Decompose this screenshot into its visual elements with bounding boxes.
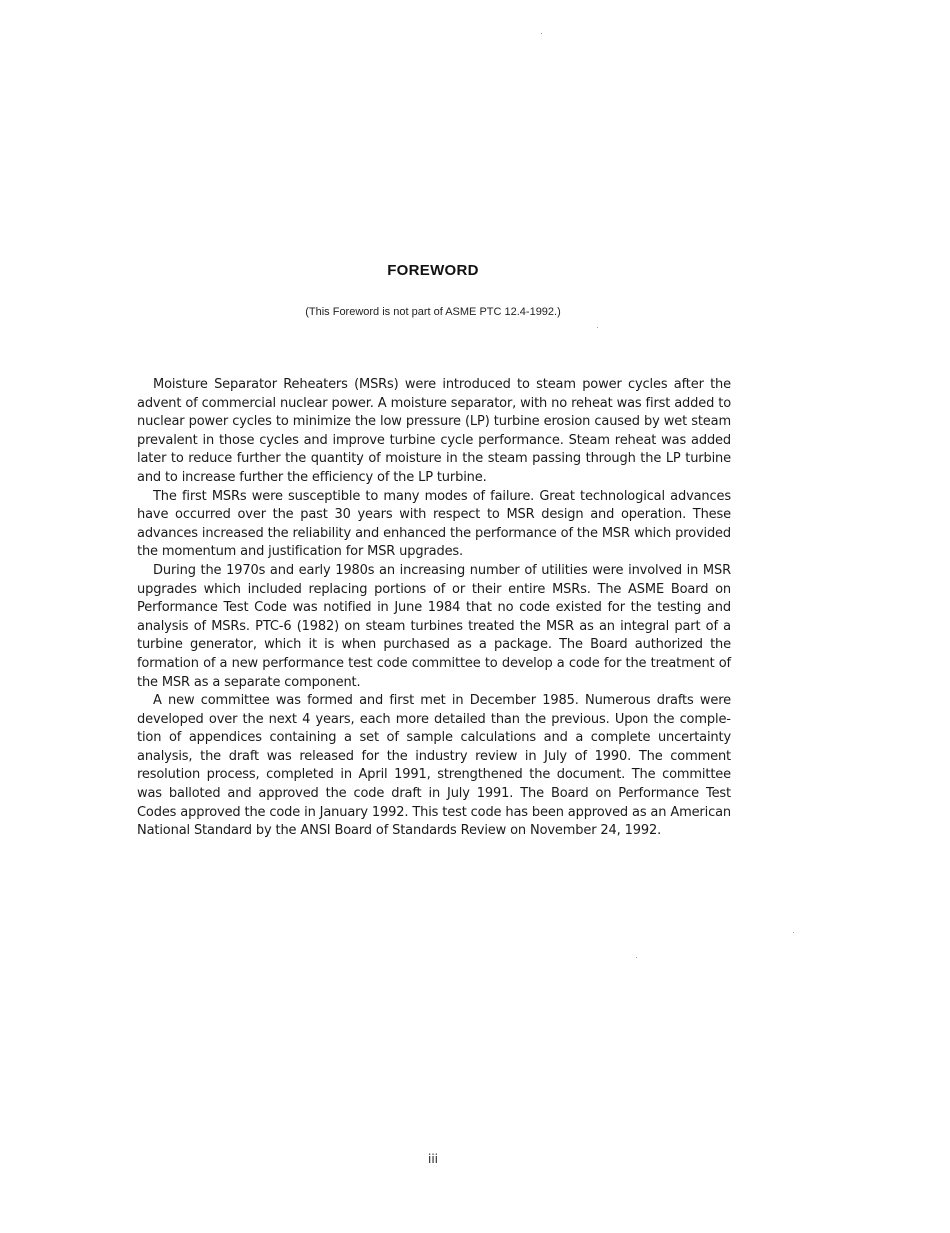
paragraph-3: During the 1970s and early 1980s an increasing number of utilities were involved in MSR upgrades which included replacing portions of or their entire MSRs. The ASME Board on Performance Test Code was notified in June 1984 that no code existed for the testing and analysis of MSRs. PTC-6 (1982) on steam turbines treated the MSR as an integral part of a turbine generator, which it is when purchased as a package. The Board authorized the formation of a new performance test code committee to develop a code for the treatment of the MSR as a separate component. xyxy=(137,562,731,690)
scan-speck xyxy=(636,957,637,958)
page-subtitle: (This Foreword is not part of ASME PTC 12.4-1992.) xyxy=(305,306,561,318)
paragraph-1: Moisture Separator Reheaters (MSRs) were introduced to steam power cycles after the advent of commercial nuclear power. A moisture separator, with no reheat was first added to nuclear power cycles to minimize the low pressure (LP) turbine erosion caused by wet steam prevalent in those cycles and improve turbine cycle performance. Steam reheat was added later to reduce further the quantity of moisture in the steam passing through the LP turbine and to increase further the efficiency of the LP turbine. xyxy=(137,377,731,485)
page-number: iii xyxy=(427,1152,438,1166)
scan-speck xyxy=(541,33,542,34)
paragraph-2: The first MSRs were susceptible to many modes of failure. Great technological advances have occurred over the past 30 years with respect to MSR design and operation. These advances increased the reliability and enhanced the performance of the MSR which provided the momentum and justification for MSR upgrades. xyxy=(137,488,731,560)
scan-speck xyxy=(597,327,598,328)
foreword-body xyxy=(137,376,731,841)
page-title: FOREWORD xyxy=(387,262,479,279)
scan-speck xyxy=(793,932,794,933)
paragraph-4: A new committee was formed and first met in December 1985. Numerous drafts were developed over the next 4 years, each more detailed than the previous. Upon the completion of appendices containing a set of sample calculations and a complete uncertainty analysis, the draft was released for the industry review in July of 1990. The comment resolution process, completed in April 1991, strengthened the document. The committee was balloted and approved the code draft in July 1991. The Board on Performance Test Codes approved the code in January 1992. This test code has been approved as an American National Standard by the ANSI Board of Standards Review on November 24, 1992. xyxy=(137,693,731,839)
